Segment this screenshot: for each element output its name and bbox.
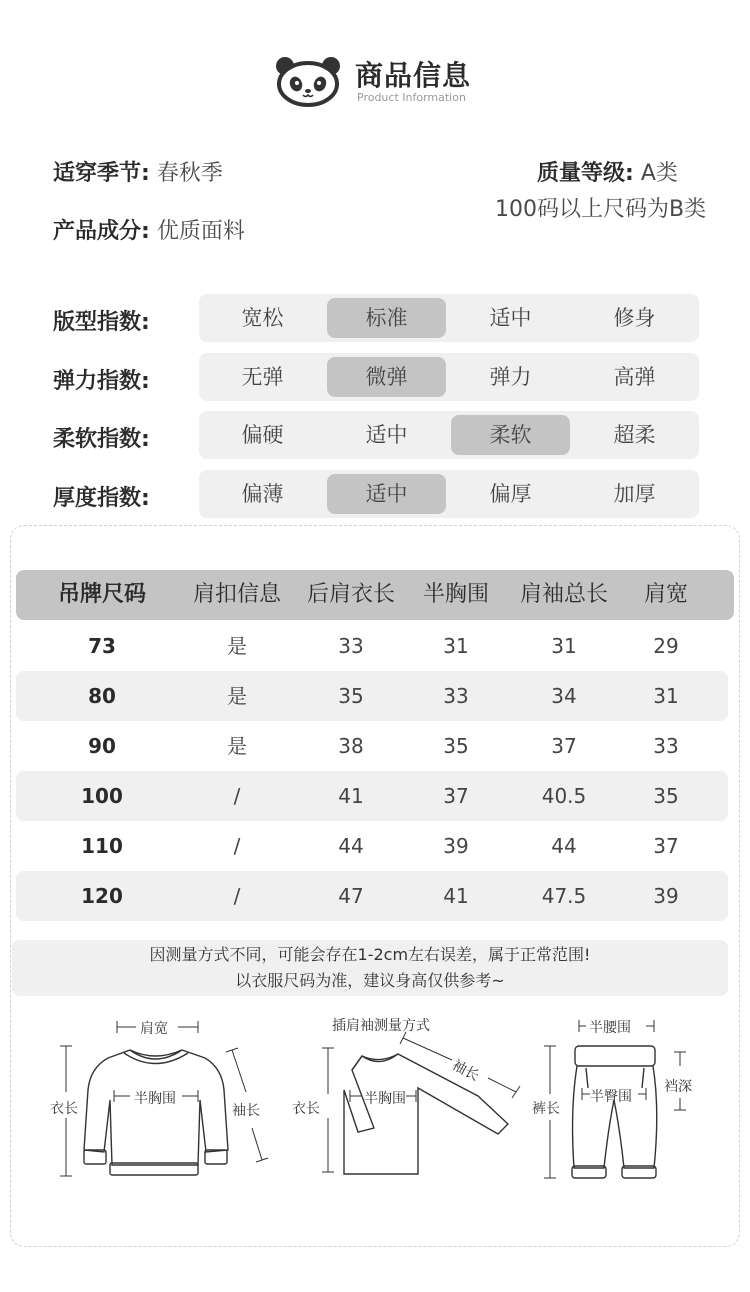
table-cell: 41	[338, 784, 364, 808]
index-option: 偏薄	[241, 482, 284, 506]
index-option: 无弹	[241, 365, 284, 389]
table-cell: 是	[227, 634, 247, 658]
table-cell: 47	[338, 884, 364, 908]
table-cell: 37	[551, 734, 577, 758]
table-cell: 110	[81, 834, 123, 858]
table-cell: 35	[653, 784, 679, 808]
index-option: 加厚	[613, 482, 656, 506]
index-option: 适中	[489, 306, 532, 330]
table-header-cell: 肩袖总长	[519, 582, 609, 607]
raglan-length-label: 衣长	[292, 1101, 320, 1117]
page-title: 商品信息	[355, 59, 472, 92]
table-cell: /	[233, 784, 241, 808]
table-cell: 31	[443, 634, 469, 658]
table-cell: 34	[551, 684, 577, 708]
table-header-cell: 半胸围	[422, 582, 490, 607]
index-option-selected: 标准	[327, 298, 446, 338]
index-option-selected: 适中	[327, 474, 446, 514]
index-option: 适中	[365, 423, 408, 447]
table-cell: 29	[653, 634, 679, 658]
table-cell: 是	[227, 734, 247, 758]
table-cell: 是	[227, 684, 247, 708]
table-cell: 37	[443, 784, 469, 808]
pants-rise-label: 裆深	[664, 1079, 692, 1095]
quality-note-text: 100码以上尺码为B类	[495, 197, 707, 222]
season-label: 适穿季节:	[53, 161, 150, 186]
table-cell: 73	[88, 634, 116, 658]
table-cell: 90	[88, 734, 116, 758]
pants-hip-label: 半臀围	[590, 1089, 632, 1105]
table-cell: 41	[443, 884, 469, 908]
sweater-shoulder-label: 肩宽	[140, 1021, 168, 1037]
index-option: 修身	[613, 306, 656, 330]
table-header-cell: 肩宽	[643, 582, 689, 607]
table-header-cell: 后肩衣长	[306, 582, 396, 607]
table-cell: 39	[653, 884, 679, 908]
index-label: 版型指数:	[53, 310, 150, 335]
table-cell: 44	[338, 834, 364, 858]
quality-value: A类	[640, 161, 678, 186]
index-option-selected: 柔软	[451, 415, 570, 455]
index-label: 柔软指数:	[53, 427, 150, 452]
table-cell: 33	[443, 684, 469, 708]
table-cell: 44	[551, 834, 577, 858]
table-cell: 33	[338, 634, 364, 658]
table-cell: 47.5	[541, 884, 587, 908]
raglan-chest-label: 半胸围	[364, 1091, 406, 1107]
index-option: 弹力	[489, 365, 532, 389]
index-option-selected: 微弹	[327, 357, 446, 397]
index-option: 宽松	[241, 306, 284, 330]
table-cell: 35	[443, 734, 469, 758]
table-cell: 80	[88, 684, 116, 708]
raglan-title-label: 插肩袖测量方式	[332, 1018, 430, 1034]
sweater-sleeve-label: 袖长	[232, 1103, 260, 1119]
season-value: 春秋季	[156, 161, 223, 186]
table-cell: 39	[443, 834, 469, 858]
table-cell: /	[233, 834, 241, 858]
index-option: 偏硬	[241, 423, 284, 447]
table-header-cell: 吊牌尺码	[57, 582, 147, 607]
material-value: 优质面料	[156, 219, 245, 244]
sweater-length-label: 衣长	[50, 1101, 78, 1117]
table-cell: /	[233, 884, 241, 908]
table-cell: 37	[653, 834, 679, 858]
material-label: 产品成分:	[53, 219, 150, 244]
page-subtitle: Product Information	[357, 91, 466, 104]
index-option: 超柔	[613, 423, 656, 447]
sweater-chest-label: 半胸围	[134, 1091, 176, 1107]
table-header-cell: 肩扣信息	[192, 582, 282, 607]
table-cell: 31	[551, 634, 577, 658]
note-line-1: 因测量方式不同，可能会存在1-2cm左右误差，属于正常范围!	[149, 945, 591, 964]
note-line-2: 以衣服尺码为准，建议身高仅供参考~	[235, 971, 505, 990]
index-option: 偏厚	[489, 482, 532, 506]
table-cell: 40.5	[541, 784, 587, 808]
table-cell: 33	[653, 734, 679, 758]
index-label: 厚度指数:	[53, 486, 150, 511]
table-cell: 38	[338, 734, 364, 758]
table-cell: 100	[81, 784, 123, 808]
quality-label: 质量等级:	[537, 161, 634, 186]
pants-length-label: 裤长	[532, 1101, 560, 1117]
table-cell: 35	[338, 684, 364, 708]
index-label: 弹力指数:	[53, 369, 150, 394]
table-cell: 31	[653, 684, 679, 708]
index-option: 高弹	[613, 365, 656, 389]
pants-waist-label: 半腰围	[589, 1020, 631, 1036]
table-cell: 120	[81, 884, 123, 908]
raglan-sleeve-label: 袖长	[449, 1057, 482, 1085]
